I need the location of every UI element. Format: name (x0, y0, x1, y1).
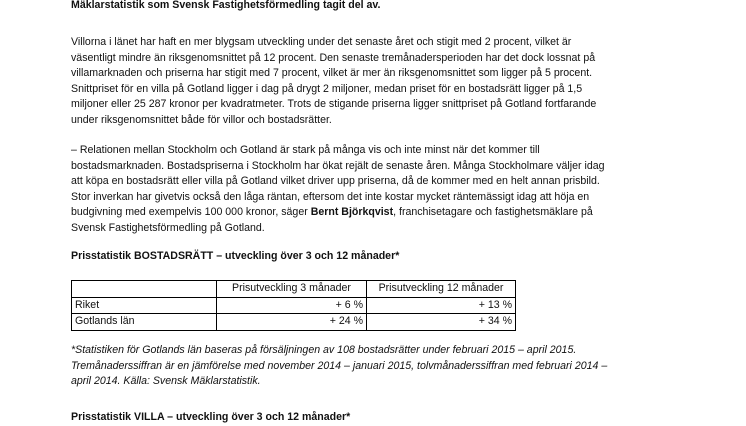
table-cell-region: Riket (72, 297, 217, 314)
table-header-cell: Prisutveckling 3 månader (217, 281, 367, 298)
paragraph-villa-prices (71, 35, 671, 128)
paragraph-line: Svensk Fastighetsförmedling på Gotland. (71, 221, 265, 234)
table-cell-3m: + 24 % (217, 314, 367, 331)
paragraph-line (71, 205, 671, 221)
paragraph-line: Stor inverkan har givetvis också den låga räntan, eftersom det inte kostar mycket räntemässigt idag att höja en (71, 190, 590, 203)
paragraph-line: – Relationen mellan Stockholm och Gotland är stark på många vis och inte minst när det kommer till (71, 144, 540, 156)
quote-text: , franchisetagare och fastighetsmäklare på (393, 206, 593, 218)
table-header-row (72, 281, 516, 298)
paragraph-line: väsentligt mindre än riksgenomsnittet på 12 procent. Den senaste tremånadersperioden har det dock lossnat på (71, 51, 596, 64)
table-row (72, 297, 516, 314)
paragraph-line: bostadsmarknaden. Bostadspriserna i Stockholm har ökat rejält de senaste åren. Många Stockholmare väljer idag (71, 159, 605, 172)
paragraph-line: Snittpriset för en villa på Gotland ligger i dag på drygt 2 miljoner, medan priset för en bostadsrätt ligger på 1,5 (71, 82, 583, 95)
table-cell-12m: + 34 % (367, 314, 516, 331)
paragraph-line: villamarknaden och priserna har stigit med 7 procent, vilket är mer än riksgenomsnittet som ligger på 5 procent. (71, 67, 593, 79)
paragraph-line: miljoner eller 25 287 kronor per kvadratmeter. Trots de stigande priserna ligger snittpriset på Gotland fortfarande (71, 98, 597, 110)
heading-villa-stats: Prisstatistik VILLA – utveckling över 3 och 12 månader* (71, 411, 351, 423)
quote-author-name: Bernt Björkqvist (310, 206, 394, 218)
statistics-footnote (71, 343, 671, 390)
table-header-cell: Prisutveckling 12 månader (367, 281, 516, 298)
table-cell-12m: + 13 % (367, 297, 516, 314)
quote-text: budgivning med exempelvis 100 000 kronor, säger (71, 206, 311, 218)
paragraph-line: Villorna i länet har haft en mer blygsam utveckling under det senaste året och stigit med 2 procent, vilket är (71, 36, 572, 48)
table-cell-region: Gotlands län (72, 314, 217, 331)
footnote-line: april 2014. Källa: Svensk Mäklarstatistik. (71, 375, 261, 387)
heading-bostadsratt-stats: Prisstatistik BOSTADSRÄTT – utveckling över 3 och 12 månader* (71, 250, 400, 262)
table-row (72, 314, 516, 331)
table-header-cell (72, 281, 217, 298)
footnote-line: *Statistiken för Gotlands län baseras på försäljningen av 108 bostadsrätter under februari 2015 – april 2015. (71, 344, 577, 356)
table-cell-3m: + 6 % (217, 297, 367, 314)
paragraph-line: att köpa en bostadsrätt eller villa på Gotland vilket driver upp priserna, då de kommer med en helt annan prisbild. (71, 175, 600, 187)
intro-bold-line: Mäklarstatistik som Svensk Fastighetsförmedling tagit del av. (71, 0, 381, 11)
price-stats-table (71, 280, 516, 331)
footnote-line: Tremånaderssiffran är en jämförelse med november 2014 – januari 2015, tolvmånaderssiffran med februari 2014 – (71, 359, 608, 372)
paragraph-line: under riksgenomsnittet både för villor och bostadsrätter. (71, 113, 332, 126)
paragraph-quote (71, 143, 671, 236)
